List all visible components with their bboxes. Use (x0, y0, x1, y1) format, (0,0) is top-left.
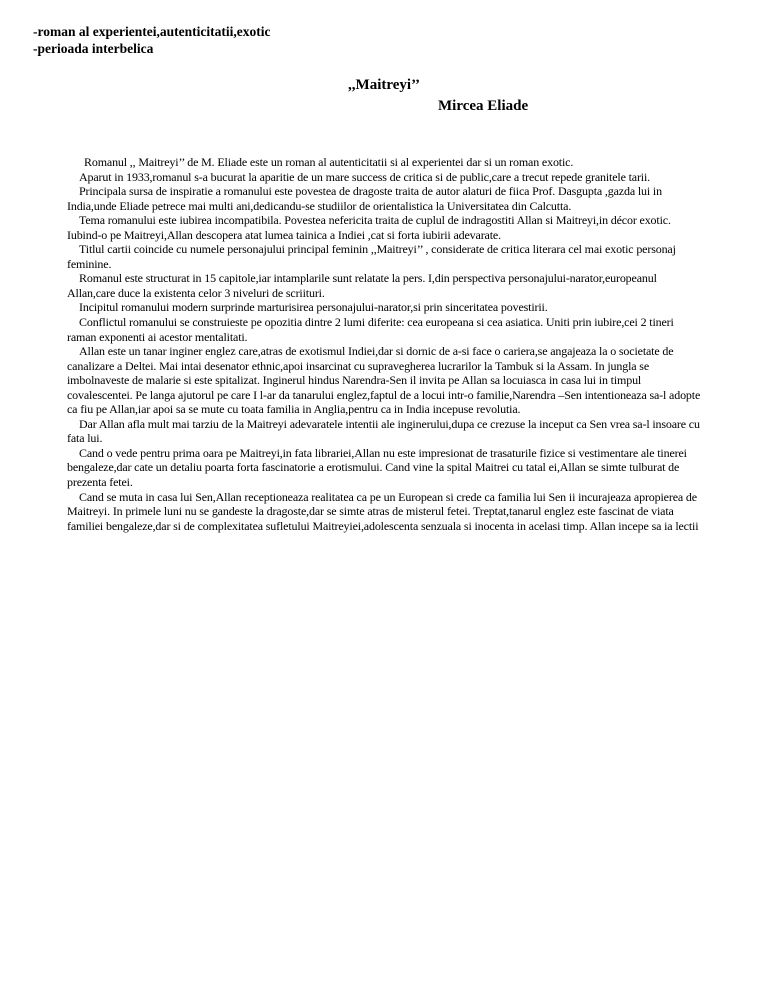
paragraph: Allan este un tanar inginer englez care,atras de exotismul Indiei,dar si dornic de a-si face o cariera,se angajeaza la o societate de canalizare a Deltei. Mai intai desenator ethnic,apoi insarcinat cu supravegherea lucrarilor la Tambuk si la Assam. In jungla se imbolnaveste de malarie si este spitalizat. Inginerul hindus Narendra-Sen il invita pe Allan sa locuiasca in casa lui in timpul covalescentei. Pe langa ajutorul pe care I l-ar da tanarului englez,faptul de a locui intr-o familie,Narendra –Sen intentioneaza sa-l adopte ca fiu pe Allan,iar apoi sa se mute cu toata familia in Anglia,pentru ca in India incepuse revolutia. (67, 344, 701, 417)
paragraph: Romanul ,, Maitreyi’’ de M. Eliade este un roman al autenticitatii si al experientei dar si un roman exotic. (84, 155, 574, 169)
header-notes (33, 23, 270, 57)
paragraph: Titlul cartii coincide cu numele personajului principal feminin ,,Maitreyi’’ , considerate de critica literara cel mai exotic personaj feminine. (67, 242, 676, 271)
paragraph: Principala sursa de inspiratie a romanului este povestea de dragoste traita de autor alaturi de fiica Prof. Dasgupta ,gazda lui in India,unde Eliade petrece mai multi ani,dedicandu-se studiilor de orientalistica la Universitatea din Calcutta. (67, 184, 662, 213)
paragraph: Cand o vede pentru prima oara pe Maitreyi,in fata librariei,Allan nu este impresionat de trasaturile fizice si vestimentare ale tinerei bengaleze,dar cate un detaliu poarta forta fascinatorie a erotismului. Cand vine la spital Maitrei cu tatal ei,Allan se simte tulburat de prezenta fetei. (67, 445, 687, 490)
paragraph: Tema romanului este iubirea incompatibila. Povestea nefericita traita de cuplul de indragostiti Allan si Maitreyi,in décor exotic. Iubind-o pe Maitreyi,Allan descopera atat lumea tainica a Indiei ,cat si forta iubirii adevarate. (67, 213, 671, 242)
paragraph: Dar Allan afla mult mai tarziu de la Maitreyi adevaratele intentii ale inginerului,dupa ce crezuse la inceput ca Sen vrea sa-l insoare cu fata lui. (67, 416, 700, 446)
document-title: ,,Maitreyi’’ (348, 77, 420, 93)
document-body (67, 155, 701, 533)
paragraph: Incipitul romanului modern surprinde marturisirea personajului-narator,si prin sinceritatea povestirii. (79, 300, 548, 315)
paragraph: Romanul este structurat in 15 capitole,iar intamplarile sunt relatate la pers. I,din perspectiva personajului-narator,europeanul Allan,care duce la existenta celor 3 niveluri de scriituri. (67, 271, 657, 300)
header-note-line: -roman al experientei,autenticitatii,exotic (33, 24, 271, 39)
document-author: Mircea Eliade (438, 98, 529, 114)
paragraph: Conflictul romanului se construieste pe opozitia dintre 2 lumi diferite: cea europeana si cea asiatica. Uniti prin iubire,cei 2 tineri raman exponenti ai acestor mentalitati. (67, 315, 674, 344)
paragraph: Cand se muta in casa lui Sen,Allan receptioneaza realitatea ca pe un European si crede ca familia lui Sen ii incurajeaza apropierea de Maitreyi. In primele luni nu se gandeste la dragoste,dar se simte atras de misterul fetei. Treptat,tanarul englez este fascinat de viata familiei bengaleze,dar si de complexitatea sufletului Maitreyiei,adolescenta senzuala si inocenta in acelasi timp. Allan incepe sa ia lectii (67, 489, 699, 533)
paragraph: Aparut in 1933,romanul s-a bucurat la aparitie de un mare success de critica si de public,care a trecut repede granitele tarii. (79, 169, 651, 184)
header-note-line: -perioada interbelica (33, 41, 154, 56)
